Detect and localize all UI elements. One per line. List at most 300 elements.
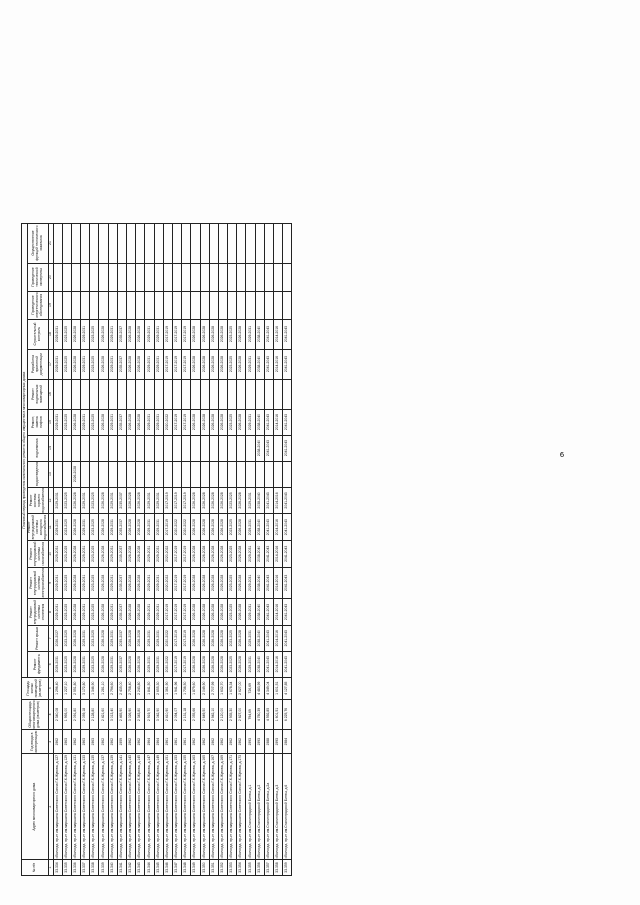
table-cell-c10: 2026-2028 [136, 541, 145, 568]
table-cell-c12: 2038-2040 [255, 487, 264, 514]
column-number: 19 [48, 291, 53, 319]
table-cell-c16 [99, 379, 108, 409]
table-cell-empty [200, 263, 209, 291]
table-cell-c14 [145, 435, 154, 461]
table-cell-c15: 2026-2028 [209, 409, 218, 435]
column-number: 16 [48, 379, 53, 409]
table-cell-c8: 2017-2019 [163, 599, 172, 626]
table-cell-empty [71, 291, 80, 319]
table-cell-liv: 1 346,90 [90, 677, 99, 699]
table-cell-area: 2 343,80 [136, 699, 145, 729]
table-cell-c13 [255, 461, 264, 487]
table-cell-c11: 2026-2028 [200, 514, 209, 541]
table-cell-c14 [209, 435, 218, 461]
table-cell-empty [145, 291, 154, 319]
table-cell-c11: 2041-2043 [283, 514, 292, 541]
table-cell-area: 2 465,90 [117, 699, 126, 729]
table-cell-c16 [191, 379, 200, 409]
table-cell-no: 33.338 [90, 860, 99, 876]
table-cell-c8: 2041-2043 [264, 599, 273, 626]
table-cell-c6: 2026-2028 [191, 651, 200, 677]
table-cell-addr: г.Вологда, пр-кт им.маршала Советского Союза Г.К.Жукова, д.153 [172, 754, 181, 860]
table-cell-addr: г.Вологда, пр-кт им.маршала Советского Союза Г.К.Жукова, д.165 [200, 754, 209, 860]
table-cell-c17: 2014-2016 [274, 349, 283, 379]
table-cell-liv: 3 172,80 [81, 677, 90, 699]
table-cell-c15: 2026-2028 [136, 409, 145, 435]
table-cell-c12: 2026-2028 [200, 487, 209, 514]
table-cell-c9: 2026-2028 [71, 567, 80, 599]
table-cell-empty [200, 223, 209, 263]
table-cell-c10: 2026-2028 [209, 541, 218, 568]
capital-repair-table [21, 223, 292, 876]
table-row [246, 223, 255, 875]
table-cell-empty [228, 291, 237, 319]
table-cell-empty [237, 263, 246, 291]
table-cell-empty [182, 291, 191, 319]
table-cell-c15: 2038-2040 [255, 409, 264, 435]
column-number: 12 [48, 487, 53, 514]
table-cell-liv: 1 736,50 [182, 677, 191, 699]
table-row [117, 223, 126, 875]
table-cell-no: 33.353 [228, 860, 237, 876]
table-cell-addr: г.Вологда, пр-кт им.маршала Советского Союза Г.К.Жукова, д.127 [53, 754, 62, 860]
table-cell-c14 [218, 435, 227, 461]
table-cell-year: 1962 [99, 730, 108, 754]
table-cell-c18: 2026-2028 [191, 319, 200, 349]
table-cell-empty [154, 223, 163, 263]
table-cell-c14 [163, 435, 172, 461]
table-cell-year: 1993 [255, 730, 264, 754]
table-cell-c13 [53, 461, 62, 487]
table-cell-liv: 1 678,34 [228, 677, 237, 699]
table-cell-c13 [163, 461, 172, 487]
table-cell-c7: 2038-2040 [255, 625, 264, 651]
table-cell-c15: 2023-2025 [228, 409, 237, 435]
table-row [154, 223, 163, 875]
table-cell-c11: 2026-2028 [71, 514, 80, 541]
table-cell-c16 [90, 379, 99, 409]
table-row [200, 223, 209, 875]
table-cell-empty [274, 291, 283, 319]
table-row [62, 223, 71, 875]
table-cell-c8: 2026-2028 [191, 599, 200, 626]
table-cell-addr: г.Вологда, пр-кт им.маршала Советского Союза Г.К.Жукова, д.141 [117, 754, 126, 860]
table-cell-empty [127, 263, 136, 291]
table-cell-c14 [172, 435, 181, 461]
page-number: 6 [559, 450, 565, 459]
table-cell-c13 [108, 461, 117, 487]
table-cell-liv: 2 655,30 [154, 677, 163, 699]
table-cell-empty [172, 223, 181, 263]
table-cell-c8: 2026-2028 [237, 599, 246, 626]
table-cell-c18: 2029-2031 [53, 319, 62, 349]
table-cell-year: 1962 [53, 730, 62, 754]
header-year: Год ввода в эксплуатацию [22, 730, 49, 754]
table-cell-addr: г.Вологда, пр-кт им.маршала Советского Союза Г.К.Жукова, д.137 [99, 754, 108, 860]
table-cell-c12: 2026-2028 [209, 487, 218, 514]
table-cell-c8: 2026-2028 [99, 599, 108, 626]
table-cell-area: 2 919,70 [145, 699, 154, 729]
table-cell-c7: 2026-2028 [136, 625, 145, 651]
table-cell-c7: 2029-2031 [145, 625, 154, 651]
table-cell-c9: 2029-2031 [246, 567, 255, 599]
table-row [283, 223, 292, 875]
table-cell-c11: 2026-2028 [191, 514, 200, 541]
table-cell-c11: 2026-2028 [136, 514, 145, 541]
table-cell-c14 [182, 435, 191, 461]
table-cell-no: 33.347 [172, 860, 181, 876]
table-cell-year: 1962 [108, 730, 117, 754]
table-cell-c15: 2014-2016 [274, 409, 283, 435]
table-cell-c6: 2026-2028 [209, 651, 218, 677]
table-cell-c11: 2023-2025 [62, 514, 71, 541]
table-cell-c15: 2026-2028 [99, 409, 108, 435]
table-cell-empty [255, 223, 264, 263]
table-cell-c17: 2023-2025 [228, 349, 237, 379]
column-number: 8 [48, 599, 53, 626]
table-cell-year: 1964 [154, 730, 163, 754]
table-cell-c17: 2023-2025 [62, 349, 71, 379]
table-cell-addr: г.Вологда, пр-кт им.маршала Советского Союза Г.К.Жукова, д.133 [81, 754, 90, 860]
column-number: 1 [48, 860, 53, 876]
table-cell-c18: 2017-2019 [172, 319, 181, 349]
header-heating: Ремонт внутридомовой системы отопления [28, 599, 49, 626]
table-cell-c18: 2035-2037 [117, 319, 126, 349]
table-cell-area: 2 128,80 [90, 699, 99, 729]
table-cell-c12: 2029-2031 [108, 487, 117, 514]
table-cell-c6: 2026-2028 [200, 651, 209, 677]
header-energy-survey: Проведение энергетического обследования [28, 291, 49, 319]
table-cell-empty [71, 263, 80, 291]
table-cell-c6: 2026-2028 [136, 651, 145, 677]
table-cell-c10: 2014-2016 [274, 541, 283, 568]
table-cell-c12: 2029-2031 [246, 487, 255, 514]
table-cell-c11: 2029-2031 [81, 514, 90, 541]
table-cell-empty [136, 291, 145, 319]
table-cell-c17: 2038-2040 [255, 349, 264, 379]
table-cell-no: 33.345 [154, 860, 163, 876]
table-body [53, 223, 292, 875]
table-cell-empty [117, 291, 126, 319]
table-cell-area: 2 627,00 [237, 699, 246, 729]
header-cold-water: Ремонт внутридомовой системы холодного водоснабжения [27, 514, 47, 540]
table-cell-c10: 2026-2028 [200, 541, 209, 568]
table-cell-c6: 2026-2028 [218, 651, 227, 677]
table-cell-liv: 2 551,80 [71, 677, 80, 699]
table-cell-c12: 2029-2031 [145, 487, 154, 514]
table-cell-empty [218, 223, 227, 263]
header-design-docs: Разработка проектной документации [28, 349, 49, 379]
table-cell-empty [53, 223, 62, 263]
table-cell-addr: г.Вологда, пр-кт им.Сталинградской Битвы, д.3 [274, 754, 283, 860]
table-cell-c18: 2026-2028 [218, 319, 227, 349]
table-cell-c14 [117, 435, 126, 461]
header-electric: Ремонт внутридомовой системы электроснабжения [28, 567, 49, 599]
table-cell-empty [163, 263, 172, 291]
table-cell-area: 2 421,60 [99, 699, 108, 729]
table-cell-c17: 2026-2028 [209, 349, 218, 379]
table-cell-empty [81, 263, 90, 291]
table-cell-c12: 2017-2019 [163, 487, 172, 514]
table-cell-c11: 2020-2022 [182, 514, 191, 541]
table-cell-c15: 2041-2043 [283, 409, 292, 435]
table-cell-c11: 2020-2022 [172, 514, 181, 541]
table-cell-c16 [117, 379, 126, 409]
table-cell-c12: 2017-2019 [172, 487, 181, 514]
table-cell-c11: 2029-2031 [145, 514, 154, 541]
table-cell-c10: 2038-2040 [255, 541, 264, 568]
table-cell-liv: 1 879,60 [191, 677, 200, 699]
table-cell-c12: 2026-2028 [191, 487, 200, 514]
table-cell-empty [145, 263, 154, 291]
table-cell-empty [246, 291, 255, 319]
table-cell-year: 1961 [163, 730, 172, 754]
table-cell-c8: 2029-2031 [154, 599, 163, 626]
table-cell-c18: 2026-2028 [136, 319, 145, 349]
table-cell-c8: 2023-2025 [62, 599, 71, 626]
table-cell-no: 33.340 [108, 860, 117, 876]
table-cell-area: 1 601,51 [274, 699, 283, 729]
table-cell-c7: 2014-2016 [274, 625, 283, 651]
table-cell-c9: 2014-2016 [274, 567, 283, 599]
table-cell-c10: 2026-2028 [237, 541, 246, 568]
table-cell-c9: 2017-2019 [182, 567, 191, 599]
table-cell-no: 33.336 [71, 860, 80, 876]
table-cell-area: 4 780,39 [255, 699, 264, 729]
table-cell-c12: 2026-2028 [136, 487, 145, 514]
table-cell-c18: 2041-2043 [283, 319, 292, 349]
table-cell-c13 [145, 461, 154, 487]
table-cell-c12: 2029-2031 [81, 487, 90, 514]
table-cell-c15: 2026-2028 [71, 409, 80, 435]
table-cell-c18: 2041-2043 [264, 319, 273, 349]
table-cell-empty [53, 291, 62, 319]
table-cell-area: 2 094,07 [172, 699, 181, 729]
table-cell-c15: 2026-2028 [191, 409, 200, 435]
table-row [145, 223, 154, 875]
table-cell-c8: 2026-2028 [136, 599, 145, 626]
table-cell-c17: 2029-2031 [81, 349, 90, 379]
table-cell-c15: 2035-2037 [117, 409, 126, 435]
table-cell-addr: г.Вологда, пр-кт им.маршала Советского Союза Г.К.Жукова, д.173 [237, 754, 246, 860]
table-cell-c11: 2029-2031 [246, 514, 255, 541]
table-cell-c16 [228, 379, 237, 409]
table-cell-c12: 2026-2028 [218, 487, 227, 514]
header-lift-platform: подъемника [28, 435, 49, 461]
table-cell-addr: г.Вологда, пр-кт им.маршала Советского Союза Г.К.Жукова, д.143 [127, 754, 136, 860]
table-cell-c10: 2029-2031 [154, 541, 163, 568]
table-cell-c13 [218, 461, 227, 487]
table-cell-c13 [154, 461, 163, 487]
table-cell-liv: 1 361,90 [163, 677, 172, 699]
table-cell-empty [90, 263, 99, 291]
table-cell-c10: 2029-2031 [145, 541, 154, 568]
table-cell-c7: 2026-2028 [209, 625, 218, 651]
table-cell-c12: 2041-2043 [283, 487, 292, 514]
table-cell-empty [264, 291, 273, 319]
table-cell-c13 [274, 461, 283, 487]
table-cell-empty [99, 223, 108, 263]
table-cell-liv: 2 794,60 [108, 677, 117, 699]
table-cell-area: 3 042,90 [154, 699, 163, 729]
table-cell-c7: 2026-2028 [99, 625, 108, 651]
table-cell-c12: 2026-2028 [237, 487, 246, 514]
table-cell-c8: 2026-2028 [200, 599, 209, 626]
table-cell-c13 [117, 461, 126, 487]
table-cell-c16 [209, 379, 218, 409]
table-cell-addr: г.Вологда, пр-кт им.маршала Советского Союза Г.К.Жукова, д.131 [71, 754, 80, 860]
table-cell-c17: 2029-2031 [246, 349, 255, 379]
table-cell-c13 [237, 461, 246, 487]
table-cell-area: 794,69 [246, 699, 255, 729]
table-cell-c11: 2029-2031 [108, 514, 117, 541]
table-cell-c7: 2026-2028 [218, 625, 227, 651]
table-cell-c11: 2014-2016 [274, 514, 283, 541]
table-cell-empty [172, 291, 181, 319]
column-number: 14 [48, 435, 53, 461]
table-cell-c17: 2026-2028 [127, 349, 136, 379]
table-cell-c16 [255, 379, 264, 409]
table-cell-c6: 2041-2043 [264, 651, 273, 677]
table-cell-c13 [228, 461, 237, 487]
table-cell-c7: 2029-2031 [246, 625, 255, 651]
table-cell-c6: 2023-2025 [228, 651, 237, 677]
table-cell-area: 3 013,40 [108, 699, 117, 729]
table-cell-c16 [218, 379, 227, 409]
table-cell-liv: 2 707,99 [209, 677, 218, 699]
table-cell-c9: 2041-2043 [283, 567, 292, 599]
table-cell-addr: г.Вологда, пр-кт им.Сталинградской Битвы, д.2а [264, 754, 273, 860]
table-cell-c18: 2026-2028 [71, 319, 80, 349]
table-cell-c12: 2026-2028 [127, 487, 136, 514]
table-cell-liv: 1 296,40 [53, 677, 62, 699]
table-cell-empty [172, 263, 181, 291]
table-cell-empty [127, 291, 136, 319]
table-cell-c13 [283, 461, 292, 487]
table-cell-c9: 2041-2043 [264, 567, 273, 599]
table-cell-c17: 2041-2043 [264, 349, 273, 379]
table-cell-addr: г.Вологда, пр-кт им.маршала Советского Союза Г.К.Жукова, д.151 [163, 754, 172, 860]
table-cell-c10: 2023-2025 [90, 541, 99, 568]
table-cell-empty [283, 263, 292, 291]
table-cell-c8: 2026-2028 [209, 599, 218, 626]
table-cell-c10: 2017-2019 [182, 541, 191, 568]
table-cell-c13 [136, 461, 145, 487]
table-cell-c9: 2026-2028 [99, 567, 108, 599]
table-row [182, 223, 191, 875]
table-cell-area: 2 942,10 [209, 699, 218, 729]
table-cell-c7: 2026-2028 [237, 625, 246, 651]
table-row [90, 223, 99, 875]
table-cell-addr: г.Вологда, пр-кт им.маршала Советского Союза Г.К.Жукова, д.147 [145, 754, 154, 860]
table-cell-c15: 2026-2028 [127, 409, 136, 435]
table-row [163, 223, 172, 875]
table-cell-c16 [154, 379, 163, 409]
table-cell-c6: 2029-2031 [81, 651, 90, 677]
table-cell-c10: 2029-2031 [246, 541, 255, 568]
column-number: 15 [48, 409, 53, 435]
table-cell-c16 [145, 379, 154, 409]
table-cell-c6: 2023-2025 [90, 651, 99, 677]
table-cell-c18: 2029-2031 [246, 319, 255, 349]
table-cell-c17: 2029-2031 [53, 349, 62, 379]
table-cell-empty [237, 223, 246, 263]
table-cell-c8: 2023-2025 [228, 599, 237, 626]
table-cell-year: 1963 [81, 730, 90, 754]
table-cell-c11: 2017-2019 [163, 514, 172, 541]
table-cell-empty [246, 263, 255, 291]
table-cell-year: 1962 [191, 730, 200, 754]
table-cell-c18: 2026-2028 [209, 319, 218, 349]
table-cell-area: 2 340,08 [53, 699, 62, 729]
table-cell-c14: 2038-2040 [255, 435, 264, 461]
table-cell-c18: 2026-2028 [127, 319, 136, 349]
table-cell-c6: 2017-2019 [172, 651, 181, 677]
table-cell-c13 [246, 461, 255, 487]
table-cell-liv: 4 127,85 [283, 677, 292, 699]
table-cell-c7: 2041-2043 [264, 625, 273, 651]
table-row [172, 223, 181, 875]
table-cell-c17: 2023-2025 [90, 349, 99, 379]
table-cell-empty [200, 291, 209, 319]
table-cell-c15: 2041-2043 [264, 409, 273, 435]
table-cell-year: 1963 [62, 730, 71, 754]
table-cell-empty [154, 291, 163, 319]
column-number: 9 [48, 567, 53, 599]
table-cell-c15: 2017-2019 [172, 409, 181, 435]
table-cell-liv: 2 435,00 [117, 677, 126, 699]
table-row [264, 223, 273, 875]
table-cell-c8: 2014-2016 [274, 599, 283, 626]
column-number: 17 [48, 349, 53, 379]
table-cell-no: 33.343 [136, 860, 145, 876]
table-cell-no: 33.351 [209, 860, 218, 876]
table-cell-empty [283, 223, 292, 263]
table-cell-c17: 2029-2031 [154, 349, 163, 379]
table-cell-c11: 2035-2037 [117, 514, 126, 541]
table-cell-area: 2 410,90 [163, 699, 172, 729]
table-cell-c13 [209, 461, 218, 487]
table-cell-addr: г.Вологда, пр-кт им.маршала Советского Союза Г.К.Жукова, д.145 [136, 754, 145, 860]
table-cell-c18: 2014-2016 [274, 319, 283, 349]
table-cell-empty [108, 291, 117, 319]
table-cell-c18: 2023-2025 [90, 319, 99, 349]
table-cell-c7: 2026-2028 [127, 625, 136, 651]
table-cell-c13 [200, 461, 209, 487]
table-cell-c8: 2029-2031 [53, 599, 62, 626]
table-cell-c10: 2026-2028 [99, 541, 108, 568]
table-cell-c10: 2035-2037 [117, 541, 126, 568]
column-number: 10 [48, 541, 53, 568]
header-expertise: Проведение технической экспертизы [28, 263, 49, 291]
table-cell-year: 1961 [182, 730, 191, 754]
table-cell-c10: 2041-2043 [264, 541, 273, 568]
table-cell-c7: 2017-2019 [182, 625, 191, 651]
table-cell-c7: 2041-2043 [283, 625, 292, 651]
table-cell-c16 [127, 379, 136, 409]
table-cell-liv: 1 841,50 [145, 677, 154, 699]
table-cell-c7: 2023-2025 [62, 625, 71, 651]
table-cell-c7: 2035-2037 [117, 625, 126, 651]
table-cell-c9: 2026-2028 [209, 567, 218, 599]
table-row [108, 223, 117, 875]
table-cell-c15: 2029-2031 [154, 409, 163, 435]
table-cell-empty [53, 263, 62, 291]
table-cell-c7: 2026-2028 [200, 625, 209, 651]
table-row [53, 223, 62, 875]
table-cell-empty [71, 223, 80, 263]
header-living: Площадь жилых помещений (кв.метров) [22, 677, 49, 699]
